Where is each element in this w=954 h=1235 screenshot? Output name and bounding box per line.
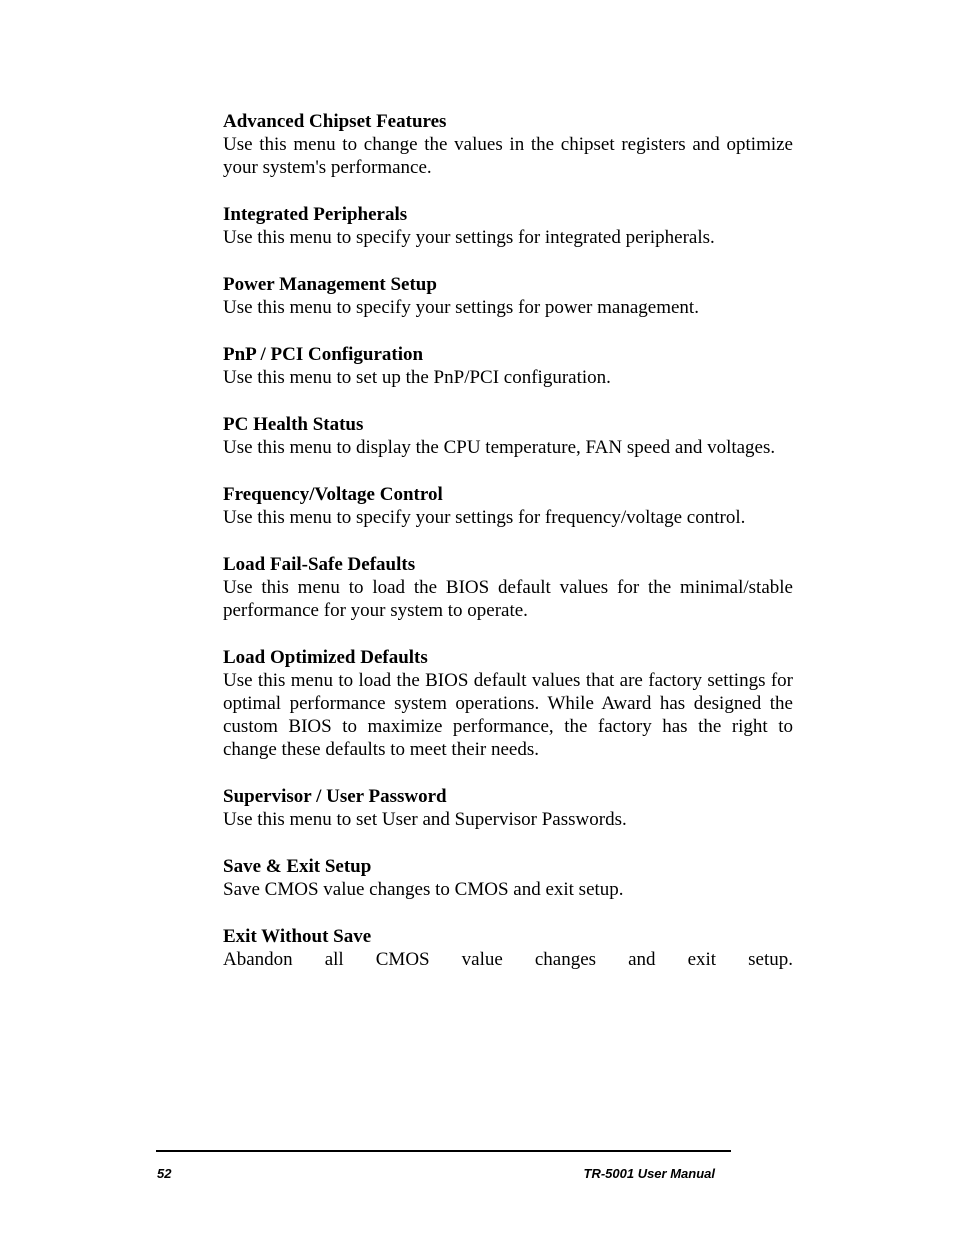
section-power-management-setup	[223, 273, 793, 319]
page-number: 52	[157, 1166, 172, 1181]
section-body: Use this menu to specify your settings for frequency/voltage control.	[223, 507, 746, 528]
section-title: Load Fail-Safe Defaults	[223, 554, 416, 575]
section-load-fail-safe-defaults	[223, 553, 793, 622]
section-title: Frequency/Voltage Control	[223, 484, 443, 505]
section-title: Advanced Chipset Features	[223, 111, 447, 132]
footer-divider	[156, 1150, 731, 1152]
section-title: Load Optimized Defaults	[223, 647, 428, 668]
section-body: Abandon all CMOS value changes and exit setup.	[223, 949, 793, 970]
section-save-exit-setup	[223, 855, 793, 901]
section-pc-health-status	[223, 413, 793, 459]
section-body: Use this menu to load the BIOS default values that are factory settings for optimal performance system operations. While Award has designed the custom BIOS to maximize performance, the factory has the right to change these defaults to meet their needs.	[223, 670, 793, 760]
page-content	[223, 110, 793, 995]
section-title: Save & Exit Setup	[223, 856, 372, 877]
section-body: Use this menu to change the values in the chipset registers and optimize your system's performance.	[223, 134, 793, 178]
section-title: Integrated Peripherals	[223, 204, 408, 225]
section-title: Power Management Setup	[223, 274, 437, 295]
section-supervisor-user-password	[223, 785, 793, 831]
section-body: Use this menu to display the CPU temperature, FAN speed and voltages.	[223, 437, 776, 458]
section-body: Save CMOS value changes to CMOS and exit setup.	[223, 879, 624, 900]
section-exit-without-save	[223, 925, 793, 971]
section-load-optimized-defaults	[223, 646, 793, 761]
section-body: Use this menu to specify your settings for power management.	[223, 297, 699, 318]
section-pnp-pci-configuration	[223, 343, 793, 389]
section-integrated-peripherals	[223, 203, 793, 249]
manual-title: TR-5001 User Manual	[583, 1166, 715, 1181]
section-frequency-voltage-control	[223, 483, 793, 529]
section-title: Exit Without Save	[223, 926, 372, 947]
section-advanced-chipset-features	[223, 110, 793, 179]
section-title: PC Health Status	[223, 414, 364, 435]
section-body: Use this menu to specify your settings for integrated peripherals.	[223, 227, 715, 248]
section-body: Use this menu to set up the PnP/PCI configuration.	[223, 367, 611, 388]
section-title: Supervisor / User Password	[223, 786, 447, 807]
section-body: Use this menu to load the BIOS default values for the minimal/stable performance for your system to operate.	[223, 577, 793, 621]
section-body: Use this menu to set User and Supervisor Passwords.	[223, 809, 627, 830]
section-title: PnP / PCI Configuration	[223, 344, 424, 365]
